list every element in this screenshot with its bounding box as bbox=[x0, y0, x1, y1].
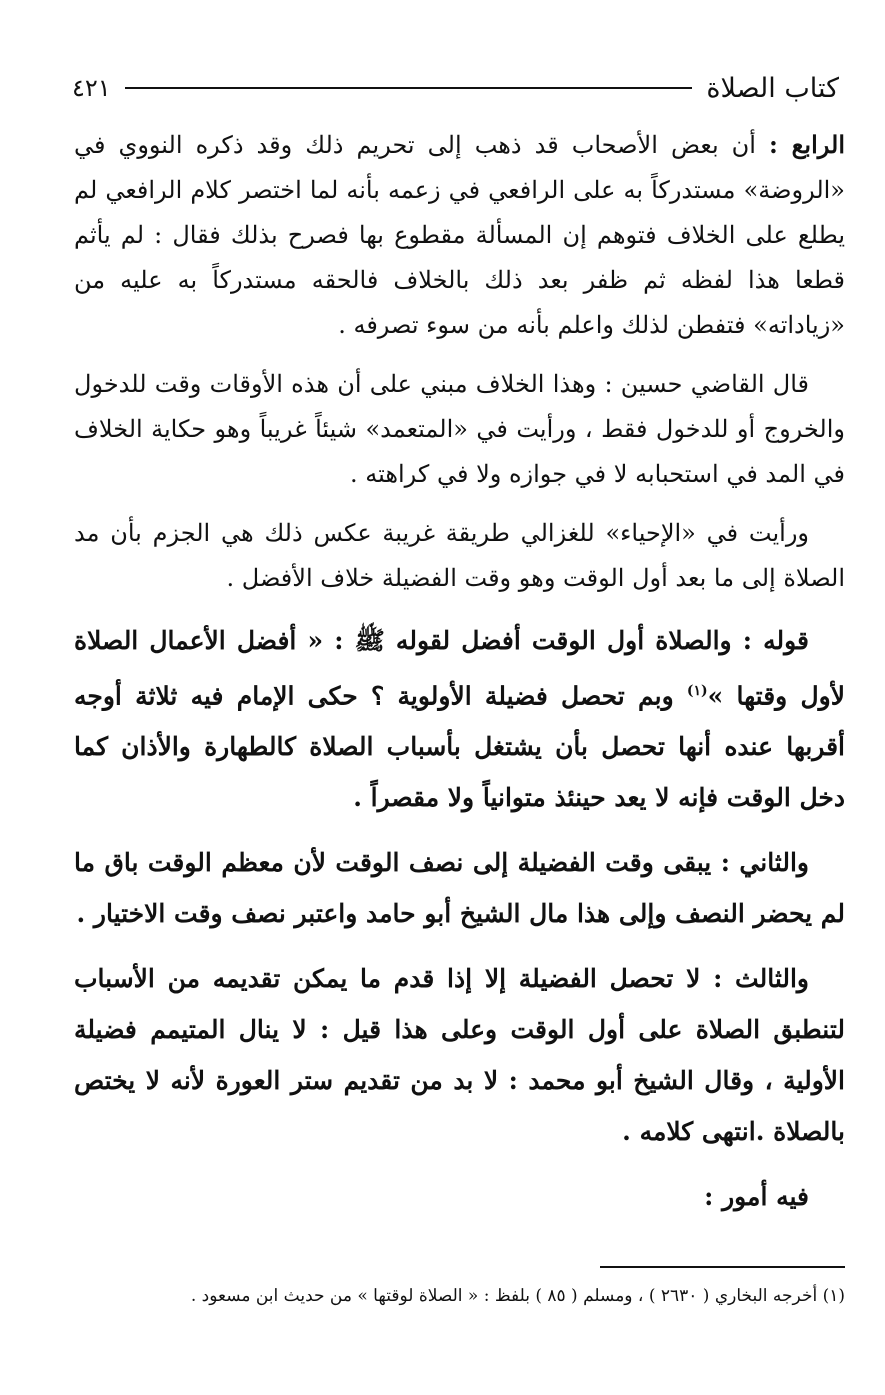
paragraph-6: والثالث : لا تحصل الفضيلة إلا إذا قدم ما يمكن تقديمه من الأسباب لتنطبق الصلاة على أول الوقت وعلى هذا قيل : لا ينال المتيمم فضيلة الأولية ، وقال الشيخ أبو محمد : لا بد من تقديم ستر العورة لأنه لا يختص بالصلاة .انتهى كلامه . bbox=[74, 964, 845, 1147]
paragraph-5: والثاني : يبقى وقت الفضيلة إلى نصف الوقت لأن معظم الوقت باق ما لم يحضر النصف وإلى هذا مال الشيخ أبو حامد واعتبر نصف وقت الاختيار . bbox=[74, 848, 845, 929]
paragraph-7: فيه أمور : bbox=[704, 1182, 809, 1212]
paragraph-3: ورأيت في «الإحياء» للغزالي طريقة غريبة عكس ذلك هي الجزم بأن مد الصلاة إلى ما بعد أول الوقت وهو وقت الفضيلة خلاف الأفضل . bbox=[74, 519, 845, 592]
paragraph-2: قال القاضي حسين : وهذا الخلاف مبني على أن هذه الأوقات وقت للدخول والخروج أو للدخول فقط ، ورأيت في «المتعمد» شيئاً غريباً وهو حكاية الخلاف في المد في استحبابه لا في جوازه ولا في كراهته . bbox=[74, 370, 845, 488]
paragraph-4-rest: وبم تحصل فضيلة الأولوية ؟ حكى الإمام فيه ثلاثة أوجه أقربها عنده أنها تحصل بأن يشتغل بأسباب الصلاة كالطهارة والأذان كما دخل الوقت فإنه لا يعد حينئذ متوانياً ولا مقصراً . bbox=[74, 681, 845, 813]
page-number: ٤٢١ bbox=[72, 74, 111, 102]
chapter-title: كتاب الصلاة bbox=[706, 72, 839, 104]
header-rule bbox=[125, 87, 693, 89]
paragraph-1-text: أن بعض الأصحاب قد ذهب إلى تحريم ذلك وقد ذكره النووي في «الروضة» مستدركاً به على الرافعي في زعمه بأنه لما اختصر كلام الرافعي لم يطلع على الخلاف فتوهم إن المسألة مقطوع بها فصرح بذلك فقال : لم يأثم قطعا هذا لفظه ثم ظفر بعد ذلك بالخلاف فالحقه مستدركاً به عليه من «زياداته» فتفطن لذلك واعلم بأنه من سوء تصرفه . bbox=[74, 131, 845, 339]
paragraph-4-quote: قوله : والصلاة أول الوقت أفضل لقوله ﷺ : « أفضل الأعمال الصلاة لأول وقتها » bbox=[74, 626, 845, 711]
paragraph-4 bbox=[74, 615, 845, 823]
footnote-divider bbox=[600, 1266, 845, 1268]
paragraph-1-lead: الرابع : bbox=[769, 130, 845, 159]
paragraph-1 bbox=[74, 122, 845, 348]
page-body bbox=[74, 122, 845, 1222]
footnote-ref[interactable]: (١) bbox=[686, 683, 708, 699]
footnote: (١) أخرجه البخاري ( ٢٦٣٠ ) ، ومسلم ( ٨٥ ) بلفظ : « الصلاة لوقتها » من حديث ابن مسعود . bbox=[190, 1286, 845, 1306]
running-header bbox=[72, 68, 839, 108]
